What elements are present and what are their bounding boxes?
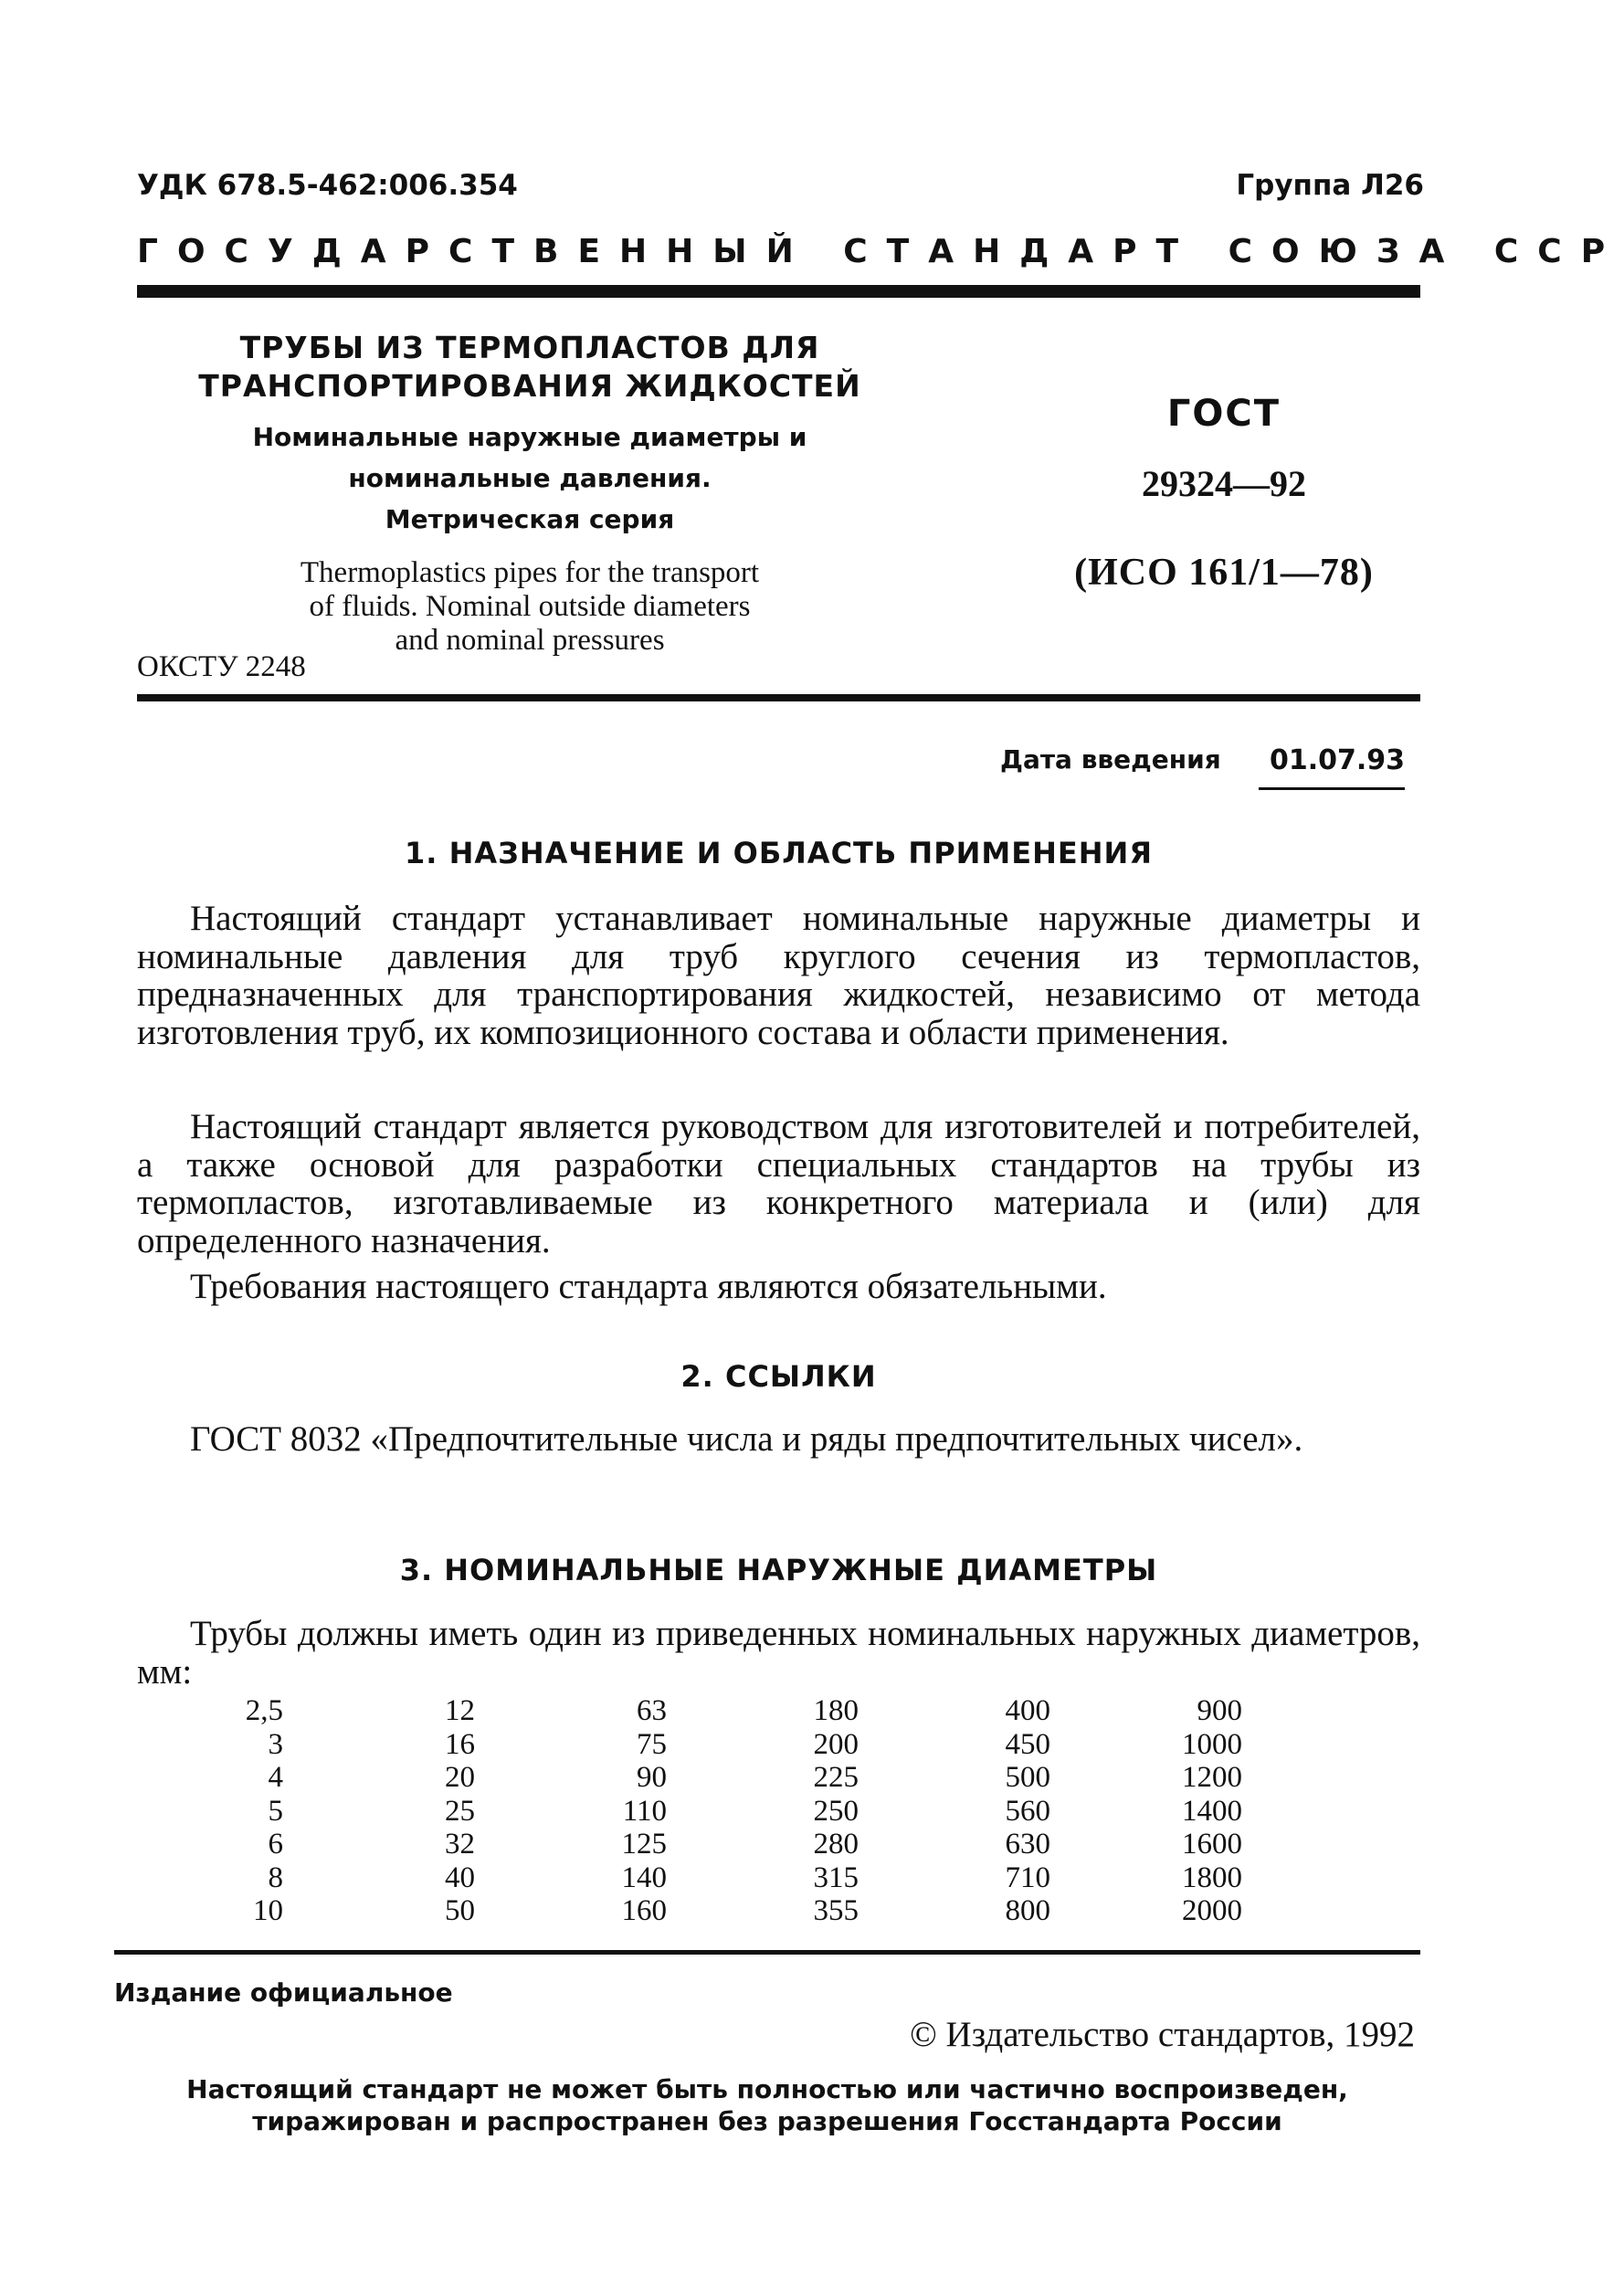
table-cell: 4	[268, 1761, 283, 1794]
table-cell: 160	[621, 1894, 667, 1927]
table-row	[201, 1795, 1242, 1829]
paragraph	[137, 1615, 1420, 1691]
copyright-notice: © Издательство стандартов, 1992	[910, 2015, 1415, 2054]
table-cell: 1800	[1182, 1861, 1242, 1894]
table-cell: 710	[1005, 1861, 1050, 1894]
section-heading: 1. НАЗНАЧЕНИЕ И ОБЛАСТЬ ПРИМЕНЕНИЯ	[405, 836, 1153, 870]
paragraph	[137, 1420, 1420, 1459]
paragraph	[137, 1108, 1420, 1260]
paragraph-text: ГОСТ 8032 «Предпочтительные числа и ряды предпочтительных чисел».	[190, 1419, 1303, 1459]
diameters-table	[201, 1694, 1279, 1928]
table-cell: 200	[813, 1727, 859, 1761]
table-cell: 3	[268, 1727, 283, 1761]
intro-date-underline	[1259, 787, 1405, 790]
table-cell: 110	[622, 1794, 667, 1828]
table-cell: 900	[1197, 1694, 1242, 1727]
title-en-line: Thermoplastics pipes for the transport	[300, 556, 760, 589]
table-cell: 1000	[1182, 1727, 1242, 1761]
intro-date-value: 01.07.93	[1270, 744, 1406, 776]
table-cell: 63	[637, 1694, 667, 1727]
group-code: Группа Л26	[1236, 169, 1424, 202]
table-cell: 2,5	[245, 1694, 283, 1727]
title-rule	[137, 694, 1420, 701]
table-cell: 280	[813, 1828, 859, 1861]
table-cell: 6	[268, 1828, 283, 1861]
paragraph	[137, 900, 1420, 1051]
section-heading: 3. НОМИНАЛЬНЫЕ НАРУЖНЫЕ ДИАМЕТРЫ	[399, 1553, 1158, 1587]
table-cell: 1200	[1182, 1761, 1242, 1794]
gost-block	[1032, 393, 1416, 595]
table-cell: 5	[268, 1794, 283, 1828]
title-ru	[128, 329, 932, 406]
table-cell: 250	[813, 1794, 859, 1828]
table-cell: 1600	[1182, 1828, 1242, 1861]
paragraph-text: Настоящий стандарт устанавливает номинальные наружные диаметры и номинальные давления для труб круглого сечения из термопластов, предназначенных для транспортирования жидкостей, независимо от метода изготовления труб, их композиционного состава и области применения.	[137, 899, 1420, 1052]
gost-number: 29324—92	[1142, 463, 1306, 504]
official-edition-label: Издание официальное	[114, 1977, 453, 2008]
paragraph-text: Трубы должны иметь один из приведенных номинальных наружных диаметров, мм:	[137, 1614, 1420, 1692]
table-cell: 1400	[1182, 1794, 1242, 1828]
reproduction-notice-line: тиражирован и распространен без разрешения Госстандарта России	[252, 2106, 1282, 2136]
reproduction-notice	[114, 2073, 1420, 2137]
title-en	[128, 556, 932, 658]
table-cell: 560	[1005, 1794, 1050, 1828]
table-cell: 12	[445, 1694, 475, 1727]
intro-date-label: Дата введения	[1000, 744, 1221, 775]
table-cell: 630	[1005, 1828, 1050, 1861]
table-cell: 180	[813, 1694, 859, 1727]
table-cell: 10	[253, 1894, 283, 1927]
title-ru-line: ТРАНСПОРТИРОВАНИЯ ЖИДКОСТЕЙ	[198, 368, 861, 404]
udk-code: УДК 678.5-462:006.354	[137, 169, 518, 202]
title-ru-line: ТРУБЫ ИЗ ТЕРМОПЛАСТОВ ДЛЯ	[239, 330, 820, 365]
table-row	[201, 1894, 1242, 1928]
subtitle-line: Номинальные наружные диаметры и	[252, 422, 807, 452]
title-en-line: and nominal pressures	[395, 624, 665, 657]
table-cell: 50	[445, 1894, 475, 1927]
paragraph-text: Настоящий стандарт является руководством для изготовителей и потребителей, а также основой для разработки специальных стандартов на трубы из термопластов, изготавливаемые из конкретного материала и (или) для определенного назначения.	[137, 1107, 1420, 1260]
table-cell: 225	[813, 1761, 859, 1794]
table-cell: 90	[637, 1761, 667, 1794]
table-cell: 75	[637, 1727, 667, 1761]
table-cell: 20	[445, 1761, 475, 1794]
table-row	[201, 1828, 1242, 1861]
table-row	[201, 1728, 1242, 1762]
subtitle-ru	[128, 416, 932, 540]
table-cell: 500	[1005, 1761, 1050, 1794]
table-cell: 140	[621, 1861, 667, 1894]
state-standard-banner: ГОСУДАРСТВЕННЫЙ СТАНДАРТ СОЮЗА ССР	[137, 233, 1624, 270]
table-row	[201, 1761, 1242, 1795]
table-cell: 2000	[1182, 1894, 1242, 1927]
reproduction-notice-line: Настоящий стандарт не может быть полностью или частично воспроизведен,	[186, 2074, 1348, 2104]
table-cell: 800	[1005, 1894, 1050, 1927]
subtitle-line: Метрическая серия	[385, 504, 675, 534]
footer-rule	[114, 1950, 1420, 1955]
table-cell: 125	[621, 1828, 667, 1861]
table-cell: 400	[1005, 1694, 1050, 1727]
iso-number: (ИСО 161/1—78)	[1074, 552, 1374, 594]
paragraph-text: Требования настоящего стандарта являются обязательными.	[190, 1267, 1107, 1306]
title-block	[128, 329, 932, 658]
table-cell: 355	[813, 1894, 859, 1927]
diameters-table-body	[201, 1694, 1242, 1928]
header-rule	[137, 285, 1420, 298]
table-cell: 8	[268, 1861, 283, 1894]
table-row	[201, 1861, 1242, 1895]
title-en-line: of fluids. Nominal outside diameters	[309, 590, 751, 623]
table-cell: 40	[445, 1861, 475, 1894]
table-cell: 25	[445, 1794, 475, 1828]
section-heading: 2. ССЫЛКИ	[680, 1359, 877, 1394]
subtitle-line: номинальные давления.	[348, 463, 712, 493]
table-cell: 32	[445, 1828, 475, 1861]
table-cell: 16	[445, 1727, 475, 1761]
table-cell: 450	[1005, 1727, 1050, 1761]
okstu-code: ОКСТУ 2248	[137, 650, 306, 683]
paragraph	[137, 1268, 1420, 1306]
table-row	[201, 1694, 1242, 1728]
gost-label: ГОСТ	[1166, 393, 1281, 435]
table-cell: 315	[813, 1861, 859, 1894]
